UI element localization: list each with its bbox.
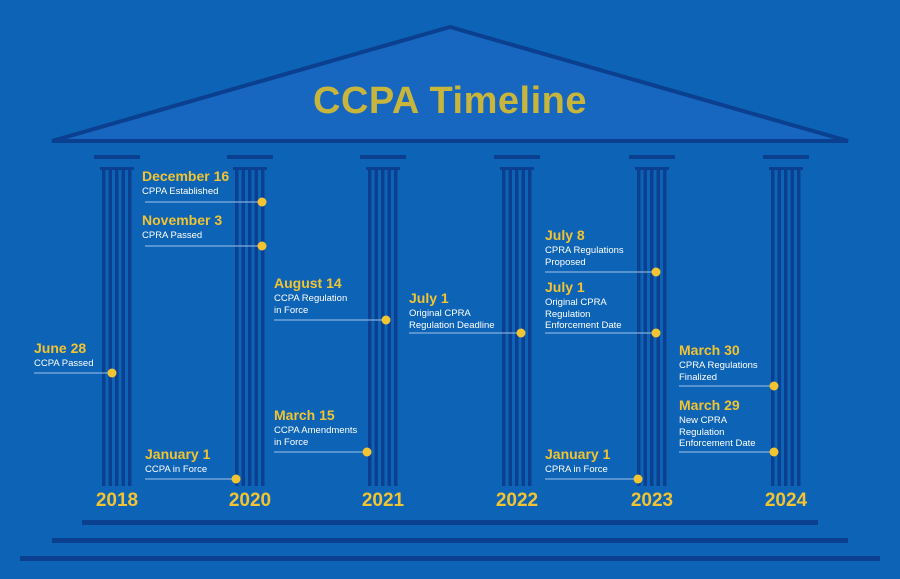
event-date: July 1 [409, 290, 449, 306]
timeline-marker [145, 475, 241, 484]
event-march-30 [679, 342, 769, 383]
event-june-28-2018 [34, 340, 124, 370]
timeline-marker [545, 268, 661, 277]
event-july-1-2022 [545, 279, 627, 332]
event-date: December 16 [142, 168, 230, 184]
event-text: Original CPRA Regulation Deadline [409, 308, 495, 331]
temple-column [94, 155, 140, 486]
event-date: January 1 [145, 446, 211, 462]
event-december-16 [142, 168, 257, 198]
year-label-2018: 2018 [95, 490, 139, 511]
event-date: March 29 [679, 397, 740, 413]
event-text: CPRA in Force [545, 464, 608, 475]
year-label-2024: 2024 [764, 490, 808, 511]
event-date: June 28 [34, 340, 87, 356]
event-july-8 [545, 227, 635, 268]
year-label-2022: 2022 [495, 490, 539, 511]
event-text: CCPA Amendments in Force [274, 425, 358, 448]
event-text: CCPA in Force [145, 464, 208, 475]
event-date: March 30 [679, 342, 740, 358]
event-date: July 8 [545, 227, 585, 243]
event-march-29 [679, 397, 761, 450]
event-text: CPRA Regulations Proposed [545, 245, 624, 268]
event-text: CPPA Established [142, 186, 219, 197]
temple-step-bottom [20, 556, 880, 561]
timeline-marker [274, 316, 391, 325]
year-label-2020: 2020 [228, 490, 272, 511]
event-text: CCPA Regulation in Force [274, 293, 348, 316]
temple-step-top [82, 520, 818, 525]
event-date: November 3 [142, 212, 223, 228]
year-label-2023: 2023 [630, 490, 674, 511]
event-date: March 15 [274, 407, 335, 423]
event-november-3 [142, 212, 257, 242]
event-date: January 1 [545, 446, 611, 462]
event-text: CPRA Regulations Finalized [679, 360, 758, 383]
temple-column [763, 155, 809, 486]
event-july-1-2021 [409, 290, 509, 331]
temple-column [629, 155, 675, 486]
event-january-1-2020 [145, 446, 230, 476]
event-text: Original CPRA Regulation Enforcement Date [545, 297, 622, 331]
event-date: July 1 [545, 279, 585, 295]
temple-step-middle [52, 538, 848, 543]
timeline-marker [545, 475, 643, 484]
event-august-14 [274, 275, 354, 316]
event-date: August 14 [274, 275, 342, 291]
event-march-15 [274, 407, 359, 448]
event-text: CCPA Passed [34, 358, 94, 369]
event-text: New CPRA Regulation Enforcement Date [679, 415, 756, 449]
event-january-1-2023 [545, 446, 625, 476]
page-title: CCPA Timeline [313, 80, 587, 122]
year-label-2021: 2021 [361, 490, 405, 511]
timeline-marker [274, 448, 372, 457]
event-text: CPRA Passed [142, 230, 203, 241]
temple-column [227, 155, 273, 486]
